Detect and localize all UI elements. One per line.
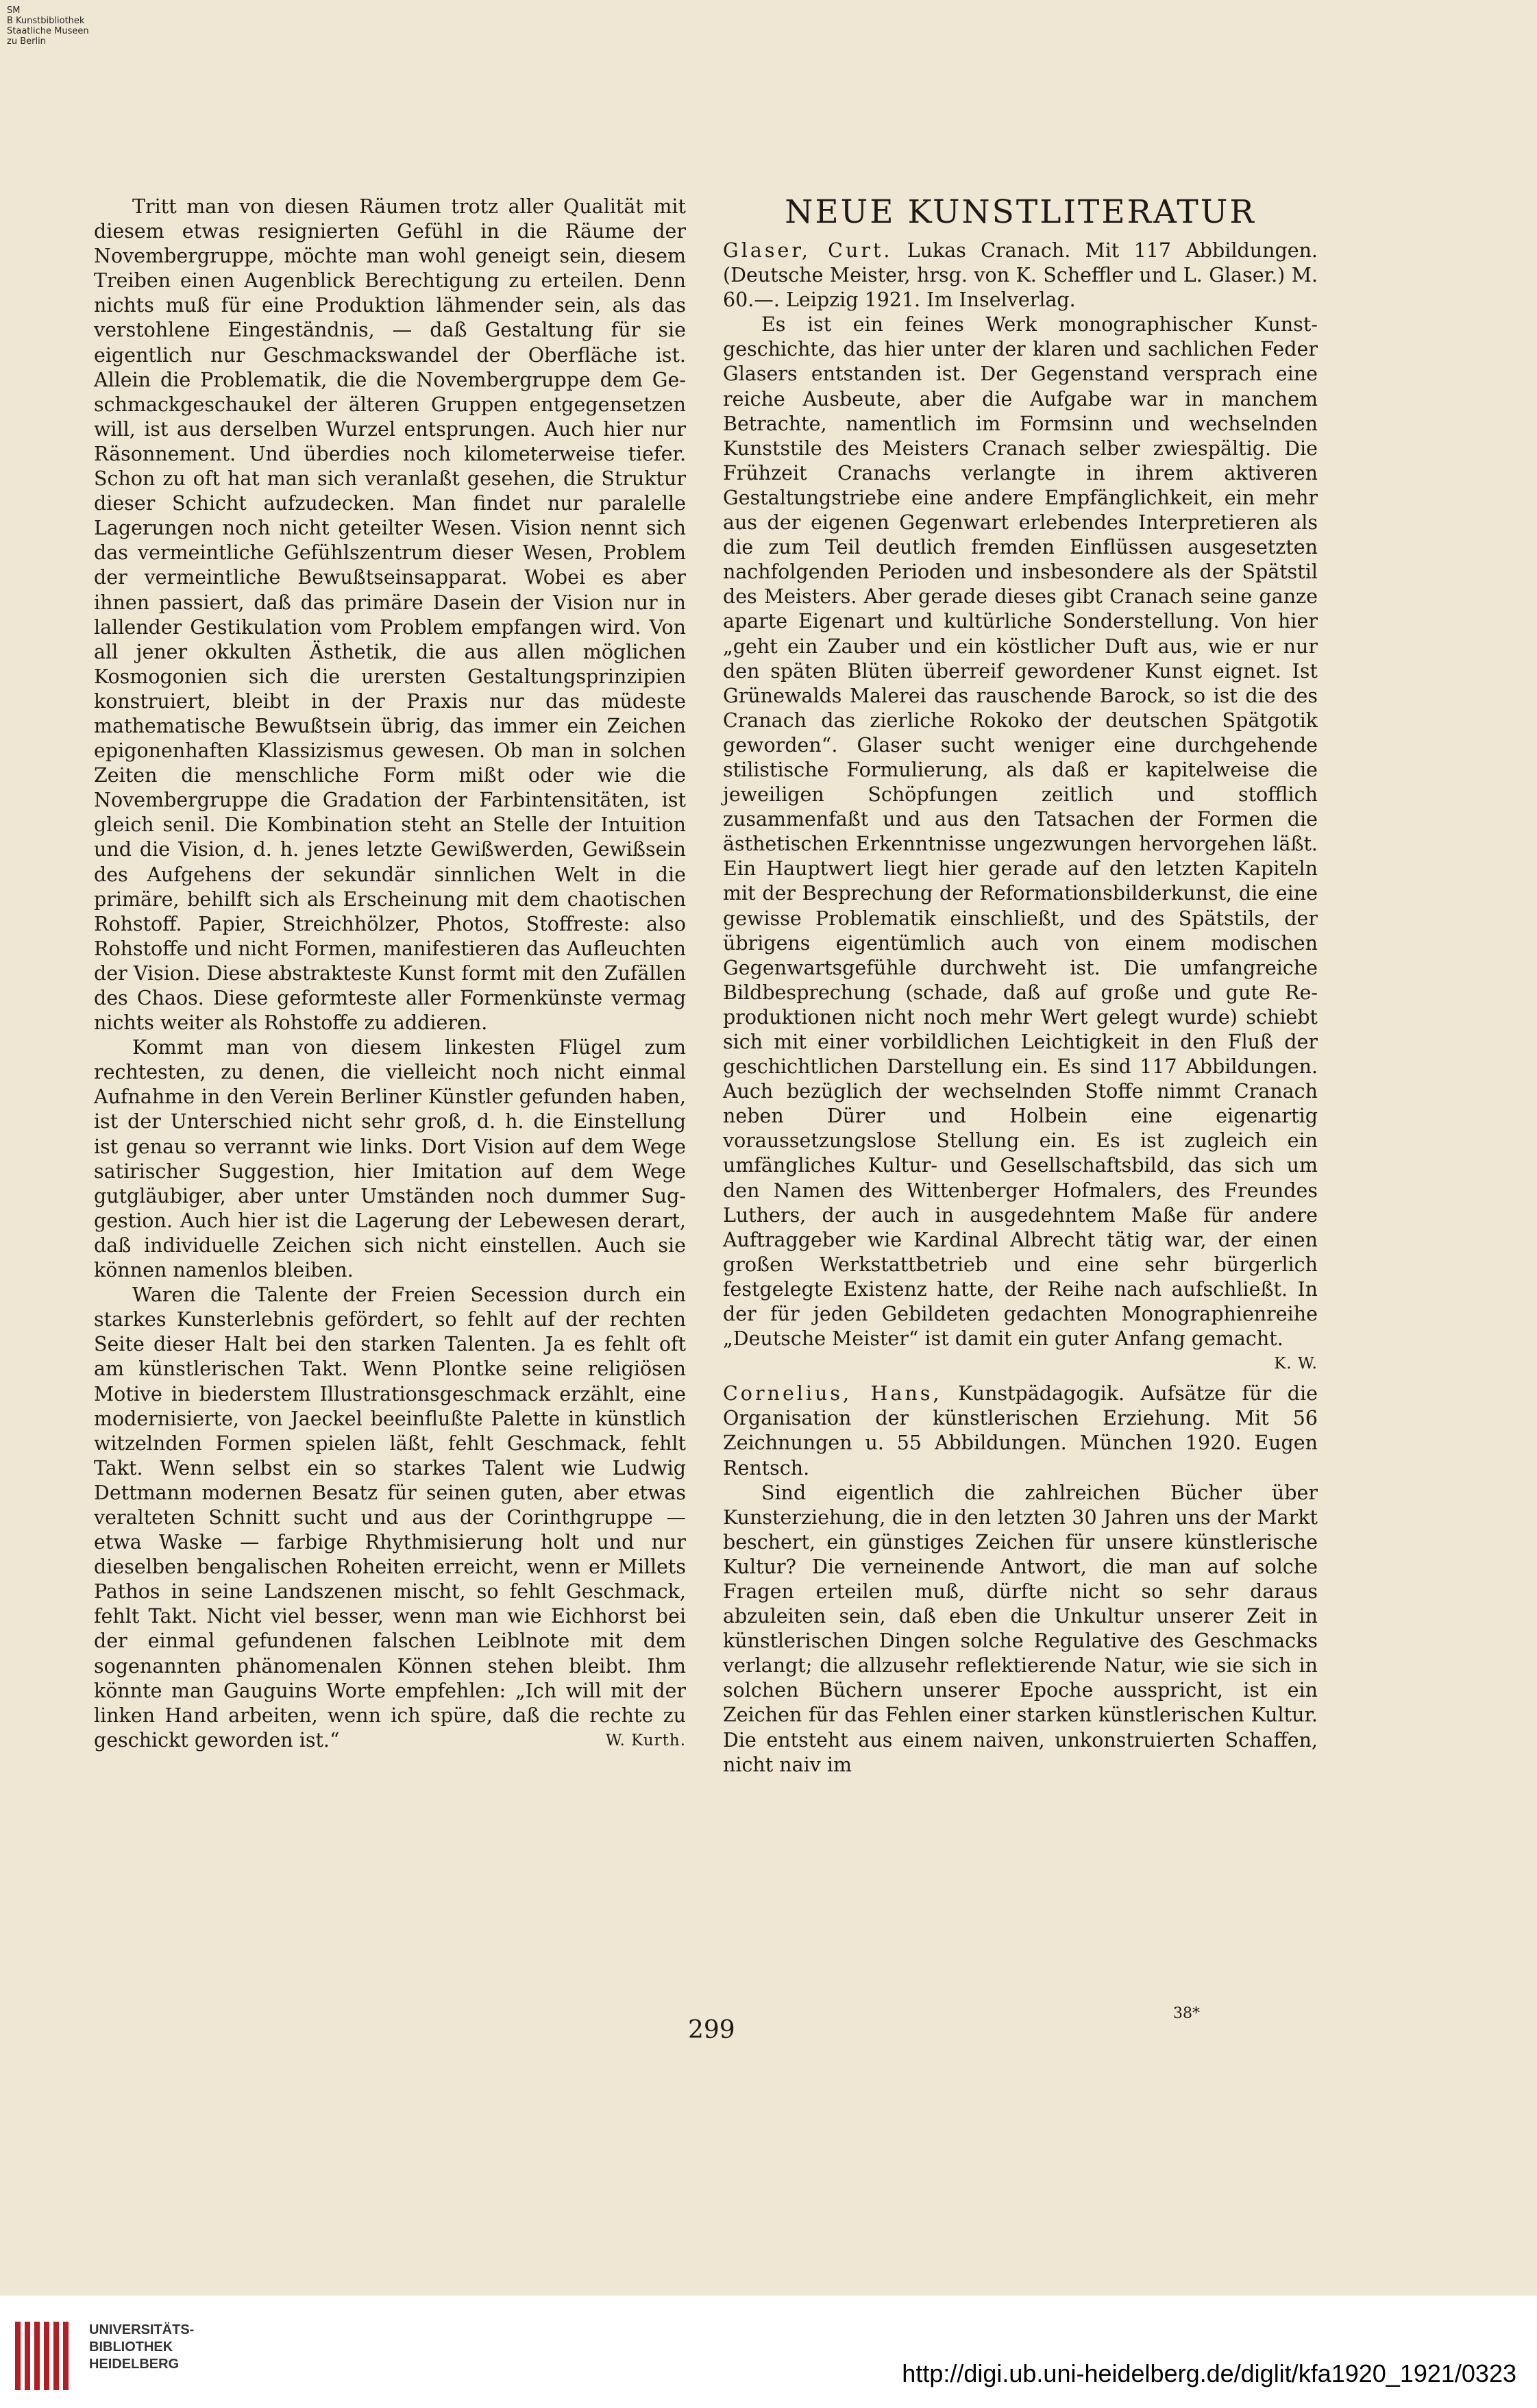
paragraph: Tritt man von diesen Räumen trotz aller Qualität mit diesem etwas resignierten Gefühl in die Räume der Novembergruppe, möchte man wohl geneigt sein, diesem Treiben einen Augenblick Berechtigung zu erteilen. Denn nichts muß für eine Produktion lähmender sein, als das verstohlene Eingeständnis, — daß Gestaltung für sie eigentlich nur Geschmackswandel der Oberfläche ist. Allein die Problematik, die die Novembergruppe dem Geschmackgeschaukel der älteren Gruppen entgegensetzen will, ist aus derselben Wurzel entsprungen. Auch hier nur Räsonnement. Und überdies noch kilometerweise tiefer. Schon zu oft hat man sich veranlaßt gesehen, die Struktur dieser Schicht aufzudecken. Man findet nur paralelle Lagerungen noch nicht geteilter Wesen. Vision nennt sich das vermeintliche Gefühlszentrum dieser Wesen, Problem der vermeintliche Bewußtseinsapparat. Wobei es aber ihnen passiert, daß das primäre Dasein der Vision nur in lallender Gestikulation vom Problem empfangen wird. Von all jener okkulten Ästhetik, die aus allen möglichen Kosmogonien sich die urersten Gestaltungsprinzipien konstruiert, bleibt in der Praxis nur das müdeste mathematische Bewußtsein übrig, das immer ein Zeichen epigonenhaften Klassizismus gewesen. Ob man in solchen Zeiten die menschliche Form mißt oder wie die Novembergruppe die Gradation der Farbintensitäten, ist gleich senil. Die Kombination steht an Stelle der Intuition und die Vision, d. h. jenes letzte Gewißwerden, Gewißsein des Aufgehens der sekundär sinnlichen Welt in die primäre, behilft sich als Erscheinung mit dem chaotischen Rohstoff. Papier, Streichhölzer, Photos, Stoffreste: also Rohstoffe und nicht Formen, manifestieren das Aufleuchten der Vision. Diese abstrakteste Kunst formt mit den Zufällen des Chaos. Diese geformteste aller Formenkünste vermag nichts weiter als Rohstoffe zu addieren. [94, 195, 687, 1035]
stamp-line: SM [7, 5, 21, 16]
review-body: Sind eigentlich die zahlreichen Bücher über Kunsterziehung, die in den letzten 30 Jahren uns der Markt beschert, ein günstiges Zeichen für unsere künstlerische Kultur? Die verneinende Antwort, die man auf solche Fragen erteilen muß, dürfte nicht so sehr daraus abzuleiten sein, daß eben die Unkultur unserer Zeit in künstlerischen Dingen solche Regulative des Geschmacks verlangt; die allzusehr reflektierende Natur, wie sie sich in solchen Büchern unserer Epoche ausspricht, ist ein Zeichen für das Fehlen einer starken künstlerischen Kultur. Die entsteht aus einem naiven, unkonstruierten Schaffen, nicht naiv im [723, 1481, 1318, 1776]
review-author: Glaser, Curt. [723, 239, 893, 262]
citation-text: Lukas Cranach. Mit 117 Abbildungen. (Deutsche Meister, hrsg. von K. Scheffler und L. Glaser.) M. 60.—. Leipzig 1921. Im Inselverlag. [723, 239, 1318, 312]
paragraph: Kommt man von diesem linkesten Flügel zum rechtesten, zu denen, die vielleicht noch nicht einmal Aufnahme in den Verein Berliner Künstler gefunden haben, ist der Unterschied nicht sehr groß, d. h. die Einstellung ist genau so verrannt wie links. Dort Vision auf dem Wege satirischer Suggestion, hier Imitation auf dem Wege gutgläubiger, aber unter Umständen noch dummer Suggestion. Auch hier ist die Lagerung der Lebewesen derart, daß individuelle Zeichen sich nicht einstellen. Auch sie können namenlos bleiben. [94, 1036, 686, 1282]
reviewer-signature: K. W. [1274, 1355, 1318, 1373]
library-logo-text [89, 2322, 194, 2373]
review-author: Cornelius, Hans, [723, 1382, 942, 1405]
author-signature: W. Kurth. [605, 1731, 686, 1749]
library-stamp [7, 5, 89, 47]
review-body [723, 312, 1318, 1373]
footer-bar [0, 2296, 1537, 2408]
review-citation [723, 1381, 1318, 1480]
right-column [723, 238, 1318, 1778]
left-column [94, 195, 686, 1753]
permalink-url[interactable]: http://digi.ub.uni-heidelberg.de/diglit/kfa1920_1921/0323 [902, 2359, 1516, 2387]
review-citation [723, 238, 1318, 312]
section-heading: NEUE KUNSTLITERATUR [785, 193, 1256, 231]
paragraph [94, 1283, 686, 1753]
citation-text: Kunstpädagogik. Aufsätze für die Organisation der künstlerischen Erziehung. Mit 56 Zeichnungen u. 55 Abbildungen. München 1920. Eugen Rentsch. [723, 1382, 1318, 1479]
stamp-line: zu Berlin [7, 36, 46, 47]
paragraph-text: Waren die Talente der Freien Secession durch ein starkes Kunsterlebnis gefördert, so fehlt auf der rechten Seite dieser Halt bei den starken Talenten. Ja es fehlt oft am künstlerischen Takt. Wenn Plontke seine religiösen Motive in biederstem Illustrationsgeschmack erzählt, eine modernisierte, von Jaeckel beeinflußte Palette in künstlich witzelnden Formen spielen läßt, fehlt Geschmack, fehlt Takt. Wenn selbst ein so starkes Talent wie Ludwig Dettmann modernen Besatz für seinen guten, aber etwas veralteten Schnitt sucht und aus der Corinthgruppe — etwa Waske — farbige Rhythmisierung holt und nur dieselben bengalischen Roheiten erreicht, wenn er Millets Pathos in seine Landszenen mischt, so fehlt Geschmack, fehlt Takt. Nicht viel besser, wenn man wie Eichhorst bei der einmal gefundenen falschen Leiblnote mit dem sogenannten phänomenalen Können stehen bleibt. Ihm könnte man Gauguins Worte empfehlen: „Ich will mit der linken Hand arbeiten, wenn ich spüre, daß die rechte zu geschickt geworden ist.“ [94, 1283, 686, 1752]
printer-signature: 38* [1173, 2005, 1200, 2022]
logo-line: UNIVERSITÄTS- [89, 2322, 195, 2337]
stamp-line: Staatliche Museen [7, 26, 89, 36]
spacer [723, 1351, 1318, 1381]
university-logo-icon [11, 2315, 73, 2397]
logo-line: BIBLIOTHEK [89, 2339, 173, 2355]
stamp-line: B Kunstbibliothek [7, 16, 85, 26]
logo-line: HEIDELBERG [89, 2357, 180, 2372]
review-text: Es ist ein feines Werk monographischer Kunstgeschichte, das hier unter der klaren und sachlichen Feder Glasers entstanden ist. Der Gegenstand versprach eine reiche Ausbeute, aber die Aufgabe war in manchem Betrachte, namentlich im Formsinn und wechselnden Kunststile des Meisters Cranach selber zwiespältig. Die Frühzeit Cranachs verlangte in ihrem aktiveren Gestaltungstriebe eine andere Empfänglichkeit, ein mehr aus der eigenen Gegenwart erlebendes Interpretieren als die zum Teil deutlich fremden Einflüssen ausgesetzten nachfolgenden Perioden und insbesondere als der Spätstil des Meisters. Aber gerade dieses gibt Cranach seine ganze aparte Eigenart und kultürliche Sonderstellung. Von hier „geht ein Zauber und ein köstlicher Duft aus, wie er nur den späten Blüten überreif gewordener Kunst eignet. Ist Grünewalds Malerei das rauschende Barock, so ist die des Cranach das zierliche Rokoko der deutschen Spätgotik geworden“. Glaser sucht weniger eine durchgehende stilistische Formulierung, als daß er kapitelweise die jeweiligen Schöpfungen zeitlich und stofflich zusammenfaßt und aus den Tatsachen der Formen die ästhetischen Erkenntnisse ungezwungen hervorgehen läßt. Ein Hauptwert liegt hier gerade auf den letzten Kapiteln mit der Besprechung der Reformationsbilderkunst, die eine gewisse Problematik einschließt, und des Spätstils, der übrigens eigentümlich auch von einem modischen Gegenwartsgefühle durchweht ist. Die umfangreiche Bildbesprechung (schade, daß auf große und gute Reproduktionen nicht noch mehr Wert gelegt wurde) schiebt sich mit einer vorbildlichen Leichtigkeit in den Fluß der geschichtlichen Darstellung ein. Es sind 117 Abbildungen. Auch bezüglich der wechselnden Stoffe nimmt Cranach neben Dürer und Holbein eine eigenartig voraussetzungslose Stellung ein. Es ist zugleich ein umfängliches Kultur- und Gesellschaftsbild, das sich um den Namen des Wittenberger Hofmalers, des Freundes Luthers, der auch in ausgedehntem Maße für andere Auftraggeber wie Kardinal Albrecht tätig war, der einen großen Werkstattbetrieb und eine sehr bürgerlich festgelegte Existenz hatte, der Reihe nach aufschließt. In der für jeden Gebildeten gedachten Monographienreihe „Deutsche Meister“ ist damit ein guter Anfang gemacht. [723, 313, 1318, 1351]
page-number: 299 [688, 2016, 735, 2044]
